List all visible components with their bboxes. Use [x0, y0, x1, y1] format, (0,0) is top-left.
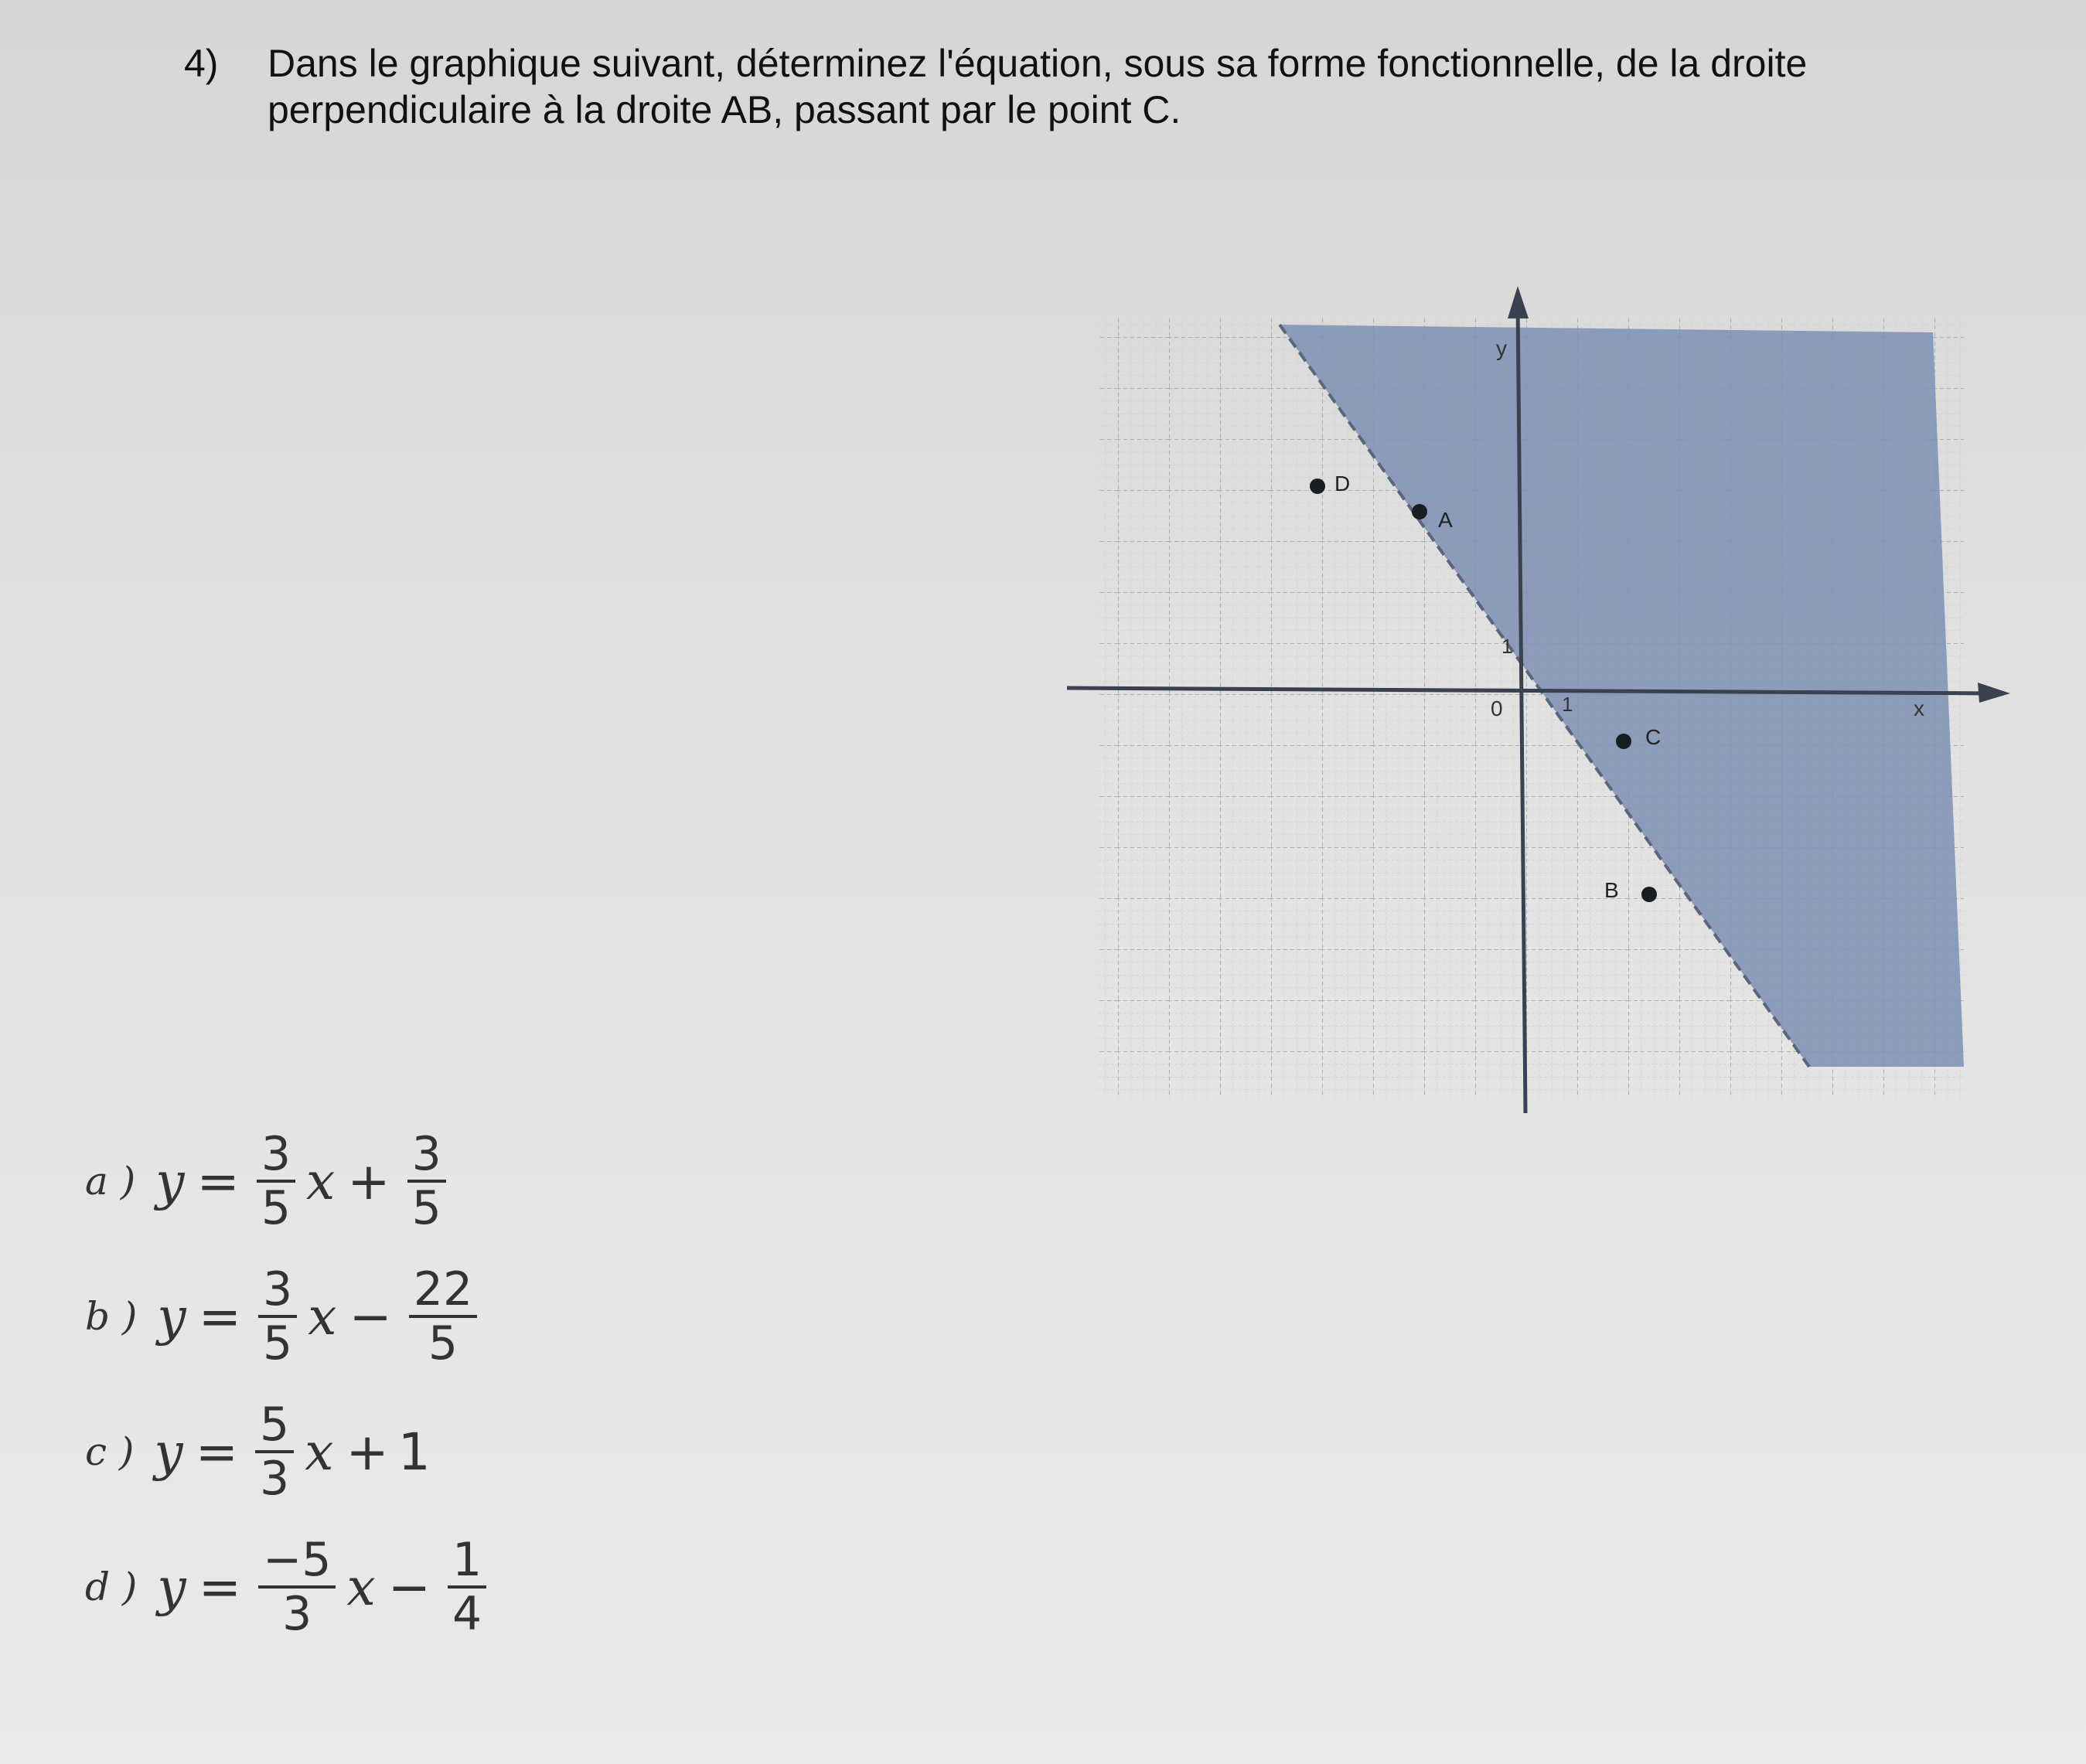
- option-c[interactable]: [85, 1399, 431, 1504]
- point-label-a: A: [1438, 508, 1453, 532]
- option-equals: =: [198, 1557, 242, 1617]
- y-axis-label: y: [1496, 336, 1507, 360]
- option-a[interactable]: [85, 1129, 454, 1234]
- coefficient-denominator: 5: [261, 1181, 291, 1235]
- constant-numerator: 3: [407, 1129, 446, 1183]
- option-b[interactable]: [85, 1264, 485, 1369]
- point-label-b: B: [1604, 878, 1619, 902]
- option-y: y: [157, 1557, 186, 1617]
- coefficient-numerator: 3: [257, 1129, 295, 1183]
- constant-numerator: 22: [409, 1264, 477, 1318]
- coefficient-denominator: 3: [260, 1452, 290, 1506]
- coefficient-fraction: [255, 1399, 294, 1504]
- option-y: y: [154, 1422, 183, 1482]
- constant-denominator: 5: [428, 1316, 458, 1371]
- coefficient-numerator: 3: [258, 1264, 297, 1318]
- option-x: x: [305, 1422, 334, 1482]
- constant-fraction: [407, 1129, 446, 1234]
- coefficient-fraction: [258, 1534, 336, 1640]
- option-equals: =: [196, 1151, 240, 1211]
- coefficient-denominator: 5: [263, 1316, 293, 1371]
- question: [184, 40, 1985, 133]
- option-y: y: [157, 1286, 186, 1347]
- question-number: 4): [184, 42, 219, 85]
- point-c: [1616, 734, 1631, 749]
- y-axis-arrow: [1508, 286, 1529, 318]
- constant-fraction: [409, 1264, 477, 1369]
- origin-label: 0: [1491, 696, 1503, 720]
- point-d: [1310, 478, 1325, 494]
- constant-numerator: 1: [448, 1534, 486, 1589]
- coefficient-numerator: −5: [258, 1534, 336, 1589]
- option-d[interactable]: [85, 1534, 494, 1640]
- option-y: y: [155, 1151, 185, 1211]
- point-label-d: D: [1334, 472, 1351, 495]
- option-operator: +: [347, 1151, 390, 1211]
- question-text: Dans le graphique suivant, déterminez l'équation, sous sa forme fonctionnelle, de la droite perpendiculaire à la droite AB, passant par le point C.: [268, 42, 1808, 131]
- option-equals: =: [195, 1422, 239, 1482]
- option-equals: =: [198, 1286, 242, 1347]
- option-x: x: [306, 1151, 336, 1211]
- point-a: [1412, 504, 1427, 519]
- option-letter: b ): [85, 1294, 138, 1339]
- x-tick-label: 1: [1562, 693, 1573, 716]
- x-axis-arrow: [1978, 683, 2010, 703]
- constant-denominator: 5: [411, 1181, 441, 1235]
- option-operator: +: [346, 1422, 389, 1482]
- option-letter: a ): [85, 1159, 136, 1204]
- point-b: [1641, 887, 1657, 902]
- point-label-c: C: [1645, 725, 1662, 749]
- option-x: x: [308, 1286, 337, 1347]
- x-axis-label: x: [1914, 696, 1924, 720]
- y-tick-label: 1: [1501, 635, 1513, 658]
- option-letter: c ): [85, 1429, 135, 1474]
- coefficient-denominator: 3: [282, 1587, 312, 1641]
- coefficient-fraction: [257, 1129, 295, 1234]
- constant-term: 1: [397, 1422, 431, 1482]
- constant-denominator: 4: [452, 1587, 482, 1641]
- coefficient-numerator: 5: [255, 1399, 294, 1453]
- option-operator: −: [387, 1557, 431, 1617]
- option-operator: −: [349, 1286, 392, 1347]
- option-x: x: [346, 1557, 376, 1617]
- coefficient-fraction: [258, 1264, 297, 1369]
- coordinate-graph: [1067, 286, 2010, 1113]
- constant-fraction: [448, 1534, 486, 1640]
- option-letter: d ): [85, 1565, 138, 1609]
